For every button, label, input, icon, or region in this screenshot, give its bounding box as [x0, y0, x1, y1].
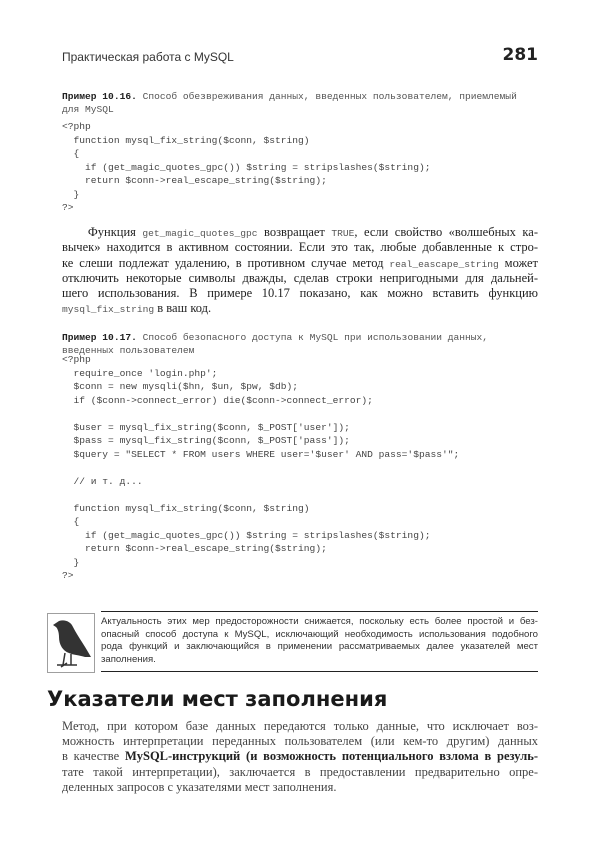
text-line: [62, 286, 538, 301]
code-line: <?php: [62, 354, 91, 365]
text-line: [62, 719, 538, 734]
code-line: {: [62, 516, 80, 527]
code-line: function mysql_fix_string($conn, $string): [62, 134, 310, 146]
code-line: function mysql_fix_string($conn, $string): [62, 502, 310, 514]
text-segment: , если свойство «волшебных ка-: [354, 225, 538, 239]
text-line: [62, 749, 538, 764]
code-line: require_once 'login.php';: [62, 367, 218, 379]
code-line: [62, 407, 459, 421]
running-header: Практическая работа с MySQL: [62, 50, 234, 64]
text-line: [62, 301, 538, 316]
note-line: рода функций и заключающийся в применении рассматриваемых далее указателей мест: [101, 641, 538, 652]
code-line: $user = mysql_fix_string($conn, $_POST['user']);: [62, 421, 350, 433]
caption-text: Способ безопасного доступа к MySQL при использовании данных,: [142, 332, 489, 343]
page-number: 281: [502, 45, 538, 65]
code-line: [62, 488, 459, 502]
inline-code: get_magic_quotes_gpc: [142, 228, 258, 239]
text-segment: деленных запросов с указателями мест заполнения.: [62, 779, 337, 794]
code-line: ?>: [62, 202, 74, 213]
text-segment: в качестве: [62, 749, 125, 764]
code-line: if (get_magic_quotes_gpc()) $string = stripslashes($string);: [62, 161, 431, 173]
text-line: [62, 734, 538, 749]
inline-code: mysql_fix_string: [62, 304, 155, 316]
code-line: ?>: [62, 570, 74, 581]
code-line: $pass = mysql_fix_string($conn, $_POST['pass']);: [62, 435, 350, 446]
note-box: [101, 611, 538, 672]
text-segment: в ваш код.: [154, 301, 212, 316]
text-line: [62, 240, 538, 255]
inline-code: TRUE: [331, 228, 355, 239]
code-line: $conn = new mysqli($hn, $un, $pw, $db);: [62, 381, 299, 392]
text-segment: Метод, при котором базе данных передаются только данные, что исключает воз-: [62, 719, 538, 733]
section-heading: Указатели мест заполнения: [47, 687, 388, 711]
code-line: $query = "SELECT * FROM users WHERE user='$user' AND pass='$pass'";: [62, 448, 460, 460]
code-line: if (get_magic_quotes_gpc()) $string = stripslashes($string);: [62, 529, 431, 541]
caption-text: введенных пользователем: [62, 345, 195, 356]
example-10-16-caption: [62, 90, 542, 116]
caption-text: для MySQL: [62, 104, 114, 115]
caption-text: Способ обезвреживания данных, введенных пользователем, приемлемый: [142, 91, 517, 102]
text-segment: ке слеши подлежат удалению, в противном случае метод: [62, 255, 390, 270]
bold-text: MySQL-инструкций (и возможность потенциального взлома в резуль-: [124, 749, 539, 764]
text-line: [62, 780, 538, 795]
text-segment: можность интерпретации переданных пользователем (или кем-то другим) данных: [62, 734, 538, 749]
body-paragraph: [62, 225, 538, 317]
code-line: return $conn->real_escape_string($string);: [62, 175, 327, 186]
code-line: }: [62, 556, 80, 568]
text-segment: тате такой интерпретации), заключается в предоставлении предварительно опре-: [62, 764, 538, 779]
example-label: Пример 10.17.: [62, 332, 137, 343]
code-line: <?php: [62, 121, 91, 132]
code-line: return $conn->real_escape_string($string);: [62, 543, 327, 554]
code-line: if ($conn->connect_error) die($conn->connect_error);: [62, 394, 373, 406]
text-segment: может: [498, 255, 538, 270]
text-line: [62, 256, 538, 271]
code-line: [62, 461, 459, 475]
code-line: }: [62, 188, 80, 200]
text-segment: Функция: [62, 225, 143, 239]
crow-icon: [47, 613, 95, 673]
text-segment: возвращает: [257, 225, 332, 239]
body-paragraph: [62, 719, 538, 795]
note-line: Актуальность этих мер предосторожности снижается, поскольку есть более простой и без-: [101, 616, 538, 627]
code-line: {: [62, 148, 80, 159]
text-line: [62, 765, 538, 780]
text-segment: шего использования. В примере 10.17 показано, как можно вставить функцию: [62, 286, 538, 301]
note-line: заполнения.: [101, 653, 156, 665]
text-line: [62, 271, 538, 286]
code-line: // и т. д...: [62, 475, 143, 487]
example-label: Пример 10.16.: [62, 91, 137, 102]
text-segment: отключить некоторые символы дважды, сделав строки непригодными для дальней-: [62, 270, 538, 285]
code-listing-10-16: [62, 120, 430, 215]
code-listing-10-17: [62, 353, 459, 583]
text-line: [62, 225, 538, 240]
inline-code: real_eascape_string: [389, 258, 499, 270]
text-segment: вычек» находится в активном состоянии. Если это так, любые добавленные к стро-: [62, 240, 538, 255]
note-line: опасный способ доступа к MySQL, исключающий необходимость использования подобного: [101, 628, 538, 640]
